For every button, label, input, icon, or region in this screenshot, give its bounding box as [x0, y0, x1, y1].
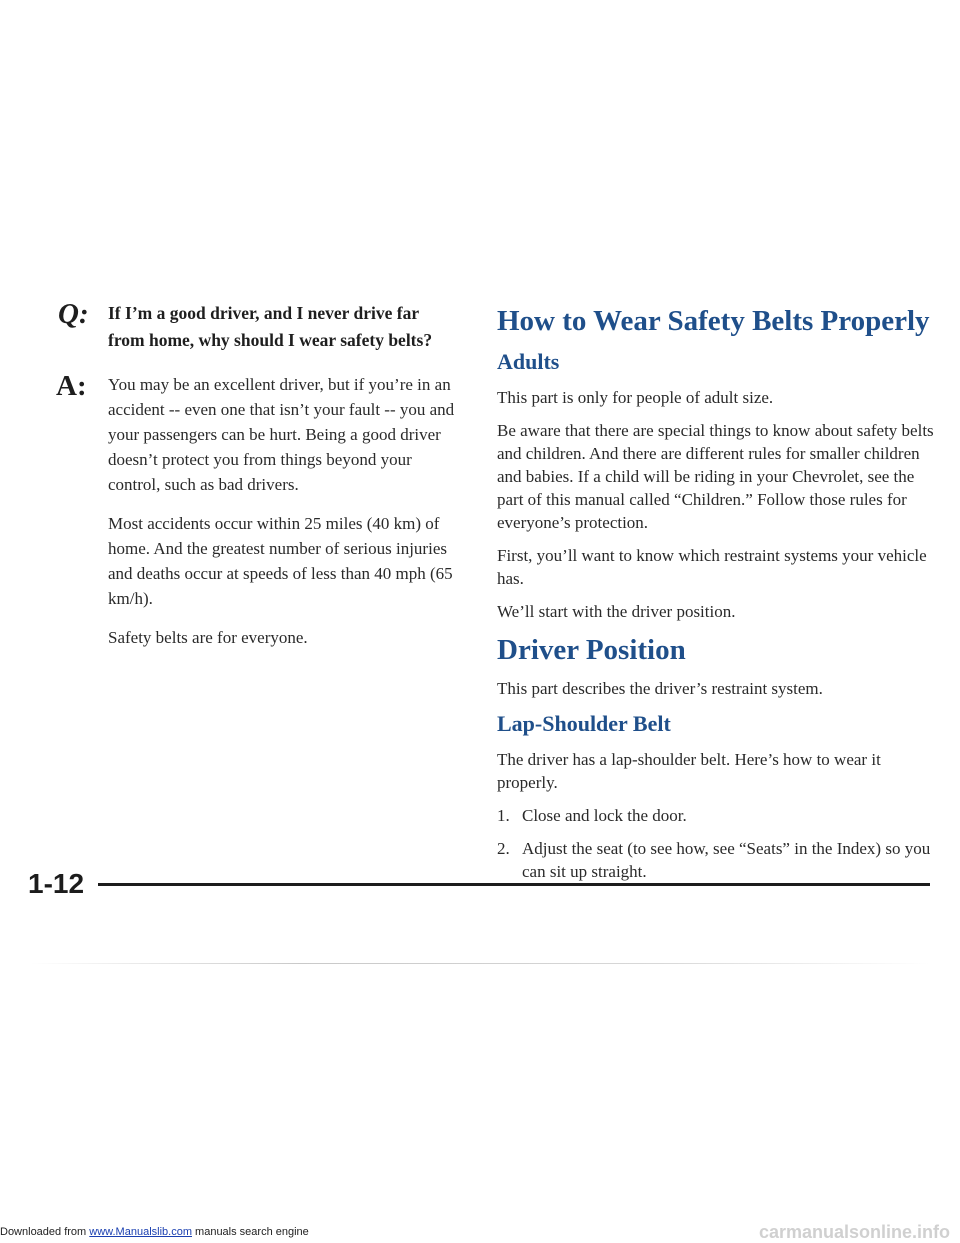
left-column	[56, 300, 456, 664]
lap-shoulder-paragraph: The driver has a lap-shoulder belt. Here’s how to wear it properly.	[497, 750, 881, 792]
adults-paragraph-2: Be aware that there are special things to know about safety belts and children. And there are different rules for smaller children and babies. If a child will be riding in your Chevrolet, see the part of this manual called “Children.” Follow those rules for everyone’s protection.	[497, 421, 934, 532]
adults-paragraph-3: First, you’ll want to know which restraint systems your vehicle has.	[497, 546, 927, 588]
everyone-paragraph: Safety belts are for everyone.	[108, 628, 308, 647]
list-item	[497, 837, 937, 883]
download-prefix: Downloaded from	[0, 1226, 90, 1238]
answer-block	[56, 372, 456, 497]
driver-position-heading: Driver Position	[497, 634, 686, 666]
list-item-number: 1.	[497, 806, 510, 825]
list-item	[497, 804, 937, 827]
lap-shoulder-heading: Lap-Shoulder Belt	[497, 711, 671, 736]
manualslib-link[interactable]: www.Manualslib.com	[89, 1226, 192, 1238]
footer-rule	[98, 883, 930, 886]
list-item-text: Close and lock the door.	[522, 806, 687, 825]
scan-artifact-line	[30, 963, 930, 964]
download-suffix: manuals search engine	[191, 1226, 309, 1238]
watermark: carmanualsonline.info	[758, 1222, 950, 1242]
section-heading: How to Wear Safety Belts Properly	[497, 305, 930, 337]
adults-paragraph-1: This part is only for people of adult size.	[497, 388, 774, 407]
answer-text: You may be an excellent driver, but if you’re in an accident -- even one that isn’t your fault -- you and your passengers can be hurt. Being a good driver doesn’t protect you from things beyond your control, such as bad drivers.	[108, 375, 455, 494]
accidents-paragraph: Most accidents occur within 25 miles (40 km) of home. And the greatest number of serious injuries and deaths occur at speeds of less than 40 mph (65 km/h).	[108, 514, 453, 608]
driver-paragraph: This part describes the driver’s restraint system.	[497, 679, 823, 698]
page-number: 1-12	[28, 868, 85, 899]
question-block	[56, 300, 456, 354]
list-item-text: Adjust the seat (to see how, see “Seats” in the Index) so you can sit up straight.	[522, 839, 931, 881]
question-mark-label: Q:	[58, 298, 89, 330]
download-bar	[0, 1226, 309, 1238]
right-column	[497, 300, 937, 893]
adults-paragraph-4: We’ll start with the driver position.	[497, 602, 736, 621]
answer-mark-label: A:	[56, 370, 87, 402]
list-item-number: 2.	[497, 839, 510, 858]
adults-heading: Adults	[497, 349, 560, 374]
question-text: If I’m a good driver, and I never drive far from home, why should I wear safety belts?	[108, 303, 433, 350]
